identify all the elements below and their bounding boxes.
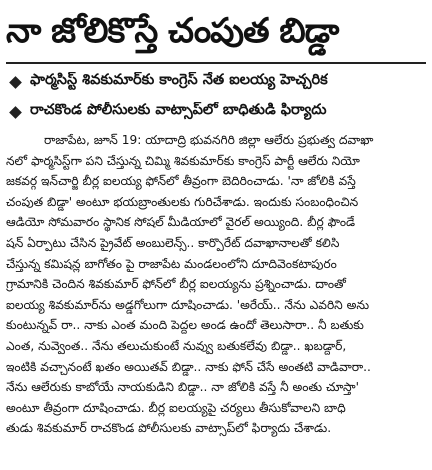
- body-line: నేను ఆలేరుకు కాబోయే నాయకుడిని బిడ్డా.. నా జోలికి వస్తే నీ అంతు చూస్తా': [6, 380, 359, 395]
- body-line: ఇంటికి వచ్చానంటే ఖతం అయితవ్ బిడ్డా.. నాకు ఫోన్ చేసే అంతటి వాడివారా..: [6, 359, 371, 374]
- body-line: నలో ఫార్మసిస్ట్‌గా పని చేస్తున్న చిమ్మి శివకుమార్‌కు కాంగ్రెస్ పార్టీ ఆలేరు నియో: [6, 153, 360, 168]
- body-line: చంపుత బిడ్డా' అంటూ భయబ్రాంతులకు గురిచేశాడు. ఇందుకు సంబంధించిన: [6, 194, 359, 209]
- body-line: అంటూ తీవ్రంగా దూషించాడు. బీర్ల ఐలయ్యపై చర్యలు తీసుకోవాలని బాధి: [6, 400, 346, 415]
- subhead-2: [6, 100, 426, 124]
- subhead-1: [6, 70, 426, 94]
- body-line: షన్ ఏర్పాటు చేసిన ప్రైవేట్ అంబులెన్స్.. కార్పొరేట్ దవాఖానాలతో కలిసి: [6, 235, 340, 250]
- article-body: [6, 130, 426, 439]
- diamond-bullet-icon: [9, 76, 22, 89]
- body-line: కుంటున్నవ్ రా.. నాకు ఎంత మంది పెద్దల అండ ఉందో తెలుసారా.. నీ బతుకు: [6, 318, 364, 333]
- body-line: తుడు శివకుమార్ రాచకొండ పోలీసులకు వాట్సాప్‌లో ఫిర్యాదు చేశాడు.: [6, 421, 332, 436]
- headline: నా జోలికొస్తే చంపుత బిడ్డా: [6, 11, 339, 51]
- subhead-text: రాచకొండ పోలీసులకు వాట్సాప్‌లో బాధితుడి ఫిర్యాదు: [30, 102, 327, 118]
- diamond-bullet-icon: [9, 106, 22, 119]
- body-line: జకవర్గ ఇన్‌చార్జి బీర్ల ఐలయ్య ఫోన్‌లో తీవ్రంగా బెదిరించాడు. 'నా జోలికి వస్తే: [6, 174, 356, 189]
- subhead-text: ఫార్మసిస్ట్ శివకుమార్‌కు కాంగ్రెస్ నేత ఐలయ్య హెచ్చరిక: [30, 72, 328, 88]
- body-line: ఆడియో సోమవారం స్థానిక సోషల్ మీడియాలో వైరల్ అయ్యింది. బీర్ల ఫౌండే: [6, 215, 356, 230]
- body-line: ఎంత, నువ్వెంత.. నేను తలుచుకుంటే నువ్వు బతుకలేవు బిడ్డా.. ఖబడ్దార్,: [6, 338, 347, 353]
- headline-divider: [6, 62, 426, 64]
- body-line: రాజాపేట, జూన్ 19: యాదాద్రి భువనగిరి జిల్లా ఆలేరు ప్రభుత్వ దవాఖా: [44, 133, 374, 147]
- body-line: చేస్తున్న కమిషన్ల బాగోతం పై రాజాపేట మండలంలోని దూదివెంకటాపురం: [6, 256, 337, 271]
- body-line: గ్రామానికి చెందిన శివకుమార్ ఫోన్‌లో బీర్ల ఐలయ్యను ప్రశ్నించాడు. దాంతో: [6, 277, 346, 292]
- body-line: ఐలయ్య శివకుమార్‌ను అడ్డగోలుగా దూషించాడు. 'అరేయ్.. నేను ఎవరిని అను: [6, 297, 370, 312]
